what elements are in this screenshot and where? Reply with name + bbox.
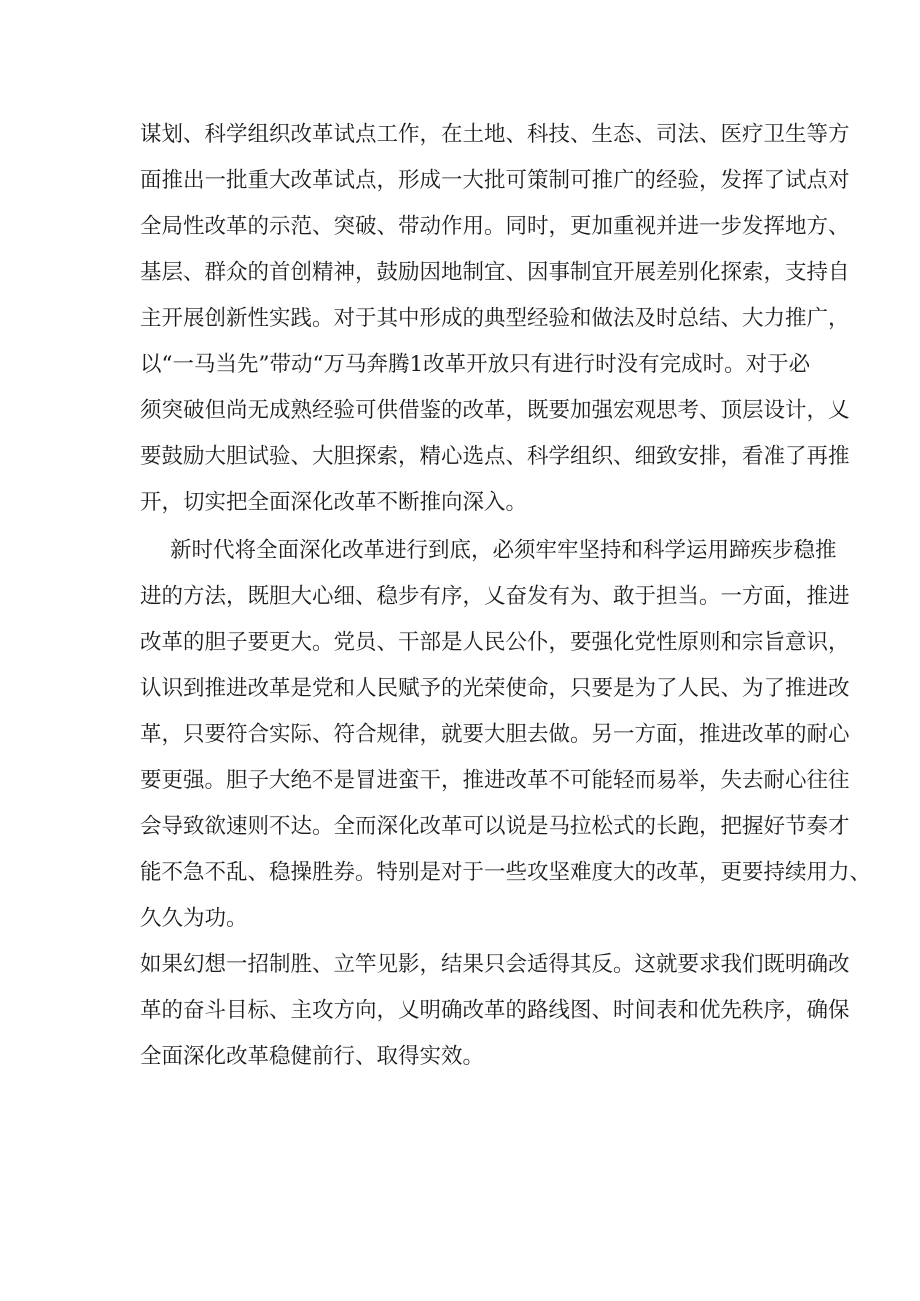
paragraph-1-line-4: 基层、群众的首创精神，鼓励因地制宜、因事制宜开展差别化探索，支持自 xyxy=(140,260,850,285)
paragraph-2-line-8: 能不急不乱、稳操胜券。特别是对于一些攻坚难度大的改革，更要持续用力、 xyxy=(140,860,872,885)
paragraph-1-line-6: 以“一马当先”带动“万马奔腾1改革开放只有进行时没有完成时。对于必 xyxy=(140,352,811,377)
paragraph-3-line-2: 革的奋斗目标、主攻方向，乂明确改革的路线图、时间表和优先秩序，确保 xyxy=(140,998,850,1023)
paragraph-2-line-5: 革，只要符合实际、符合规律，就要大胆去做。另一方面，推进改革的耐心 xyxy=(140,722,850,747)
paragraph-1-line-1: 谋划、科学组织改革试点工作，在土地、科技、生态、司法、医疗卫生等方 xyxy=(140,122,850,147)
paragraph-3-line-1: 如果幻想一招制胜、立竿见影，结果只会适得其反。这就要求我们既明确改 xyxy=(140,952,850,977)
paragraph-1-line-7: 须突破但尚无成熟经验可供借鉴的改革，既要加强宏观思考、顶层设计，乂 xyxy=(140,398,850,423)
paragraph-2-line-3: 改革的胆子要更大。党员、干部是人民公仆，要强化党性原则和宗旨意识， xyxy=(140,630,850,655)
paragraph-2-line-6: 要更强。胆子大绝不是冒进蛮干，推进改革不可能轻而易举，失去耐心往往 xyxy=(140,768,850,793)
paragraph-1-line-3: 全局性改革的示范、突破、带动作用。同时，更加重视并进一步发挥地方、 xyxy=(140,214,850,239)
paragraph-1-line-8: 要鼓励大胆试验、大胆探索，精心选点、科学组织、细致安排，看准了再推 xyxy=(140,444,850,469)
paragraph-2-line-1: 新时代将全面深化改革进行到底，必须牢牢坚持和科学运用蹄疾步稳推 xyxy=(170,538,837,563)
paragraph-1-line-2: 面推出一批重大改革试点，形成一大批可策制可推广的经验，发挥了试点对 xyxy=(140,168,850,193)
paragraph-1-line-9: 开，切实把全面深化改革不断推向深入。 xyxy=(140,490,528,515)
paragraph-2-line-4: 认识到推进改革是党和人民赋予的光荣使命，只要是为了人民、为了推进改 xyxy=(140,676,850,701)
paragraph-3-line-3: 全面深化改革稳健前行、取得实效。 xyxy=(140,1044,485,1069)
paragraph-1-line-5: 主开展创新性实践。对于其中形成的典型经验和做法及时总结、大力推广， xyxy=(140,306,850,331)
paragraph-2-line-2: 进的方法，既胆大心细、稳步有序，乂奋发有为、敢于担当。一方面，推进 xyxy=(140,584,850,609)
paragraph-2-line-9: 久久为功。 xyxy=(140,906,248,931)
paragraph-2-line-7: 会导致欲速则不达。全而深化改革可以说是马拉松式的长跑，把握好节奏才 xyxy=(140,814,850,839)
document-body xyxy=(140,112,872,1080)
